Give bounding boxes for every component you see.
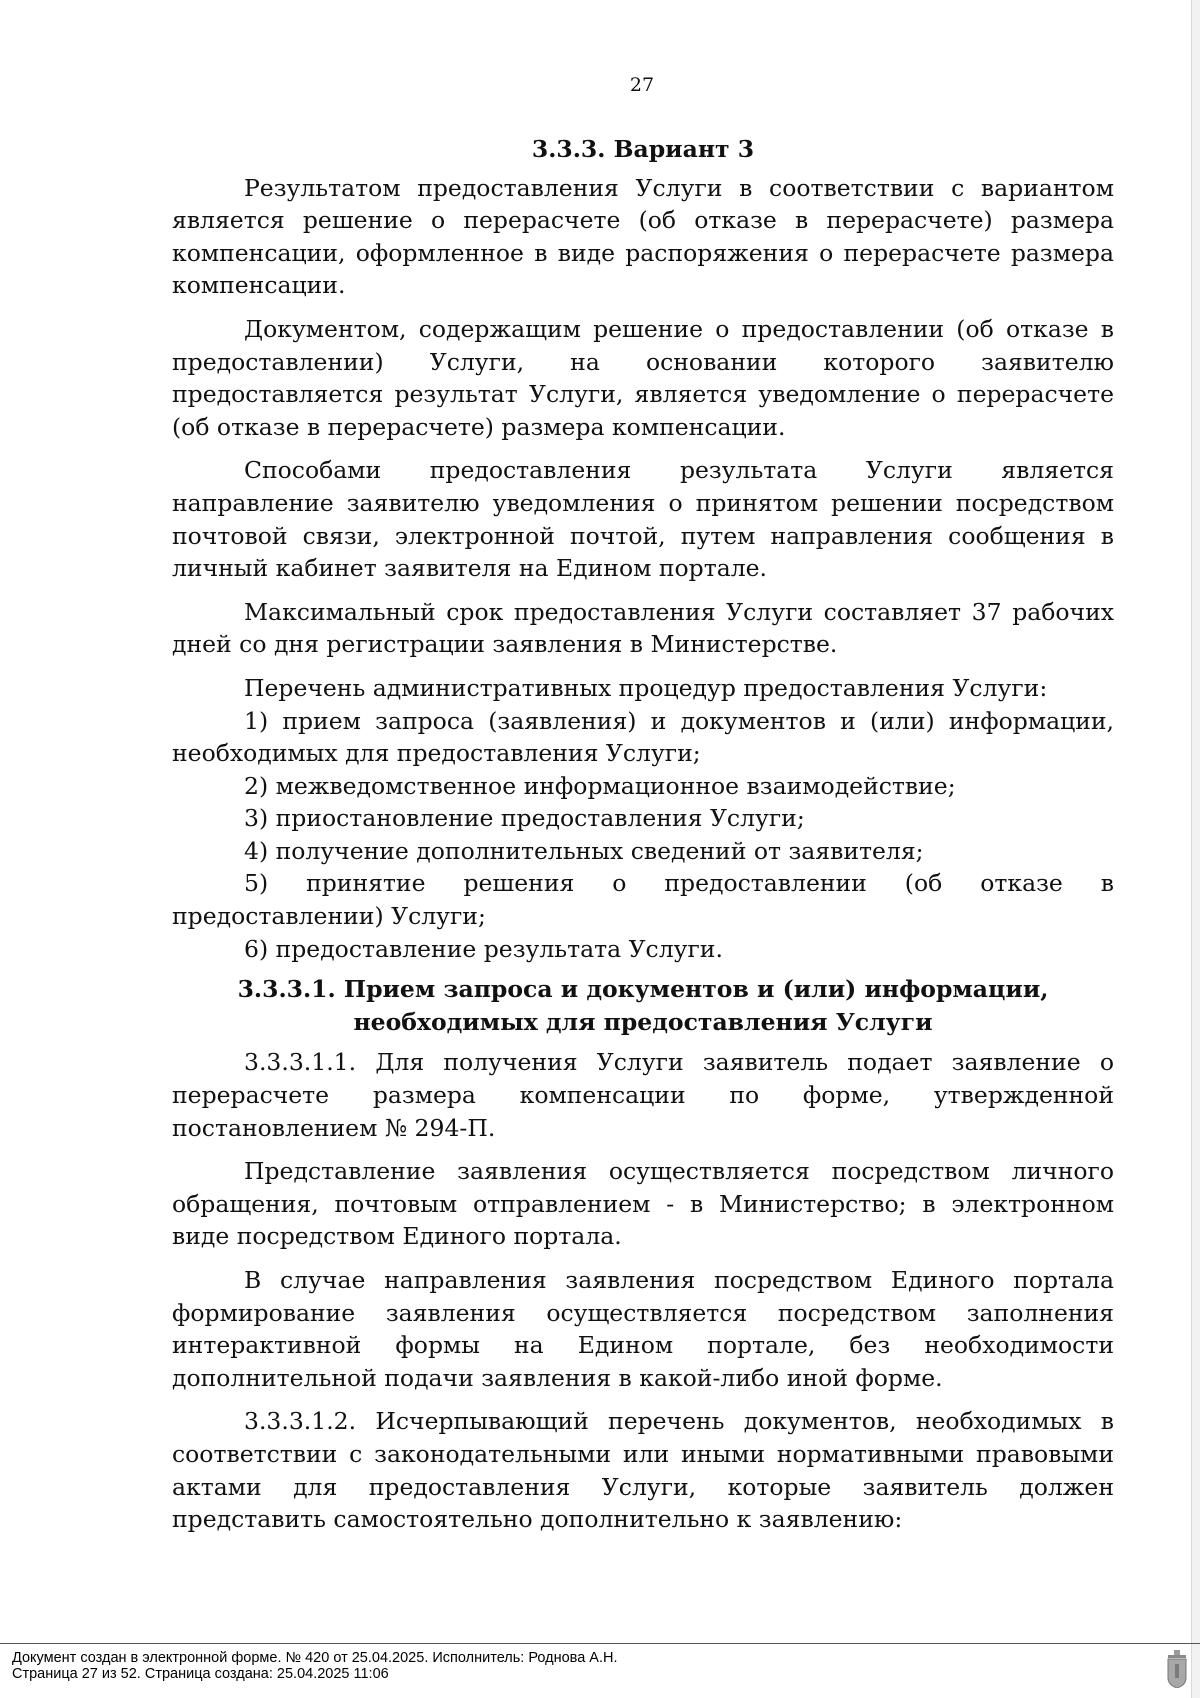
coat-of-arms-icon [1166,1650,1188,1688]
footer-line-page: Страница 27 из 52. Страница создана: 25.04.2025 11:06 [12,1666,389,1682]
paragraph-submission: Представление заявления осуществляется посредством личного обращения, почтовым отправлением - в Министерство; в электронном виде посредством Единого портала. [172,1157,1114,1251]
paragraph-documents-list: 3.3.3.1.2. Исчерпывающий перечень документов, необходимых в соответствии с законодательными или иными нормативными правовыми актами для предоставления Услуги, которые заявитель должен представить самостоятельно дополнительно к заявлению: [172,1407,1114,1534]
footer-line-document: Документ создан в электронной форме. № 420 от 25.04.2025. Исполнитель: Роднова А.Н. [12,1650,618,1666]
document-footer [0,1643,1200,1682]
paragraph-result: Результатом предоставления Услуги в соответствии с вариантом является решение о перерасчете (об отказе в перерасчете) размера компенсации, оформленное в виде распоряжения о перерасчете размера компенсации. [172,173,1114,300]
list-item: 3) приостановление предоставления Услуги; [244,804,805,833]
paragraph-deadline: Максимальный срок предоставления Услуги составляет 37 рабочих дней со дня регистрации заявления в Министерстве. [172,597,1114,659]
paragraph-portal: В случае направления заявления посредством Единого портала формирование заявления осуществляется посредством заполнения интерактивной формы на Едином портале, без необходимости дополнительной подачи заявления в какой-либо иной форме. [172,1266,1114,1392]
paragraph-methods: Способами предоставления результата Услуги является направление заявителю уведомления о принятом решении посредством почтовой связи, электронной почтой, путем направления сообщения в личный кабинет заявителя на Едином портале. [172,456,1114,583]
paragraph-application: 3.3.3.1.1. Для получения Услуги заявитель подает заявление о перерасчете размера компенсации по форме, утвержденной постановлением № 294-П. [172,1048,1114,1142]
page-number: 27 [629,74,655,96]
list-item: 1) прием запроса (заявления) и документов и (или) информации, необходимых для предоставления Услуги; [172,706,1114,768]
footer-text [12,1650,618,1682]
section-heading: 3.3.3. Вариант 3 [531,135,755,163]
list-item: 4) получение дополнительных сведений от заявителя; [244,836,924,865]
procedures-list [172,705,1114,966]
list-item: 5) принятие решения о предоставлении (об отказе в предоставлении) Услуги; [172,869,1114,931]
procedures-intro: Перечень административных процедур предоставления Услуги: [244,673,1048,702]
list-item: 2) межведомственное информационное взаимодействие; [244,771,956,800]
page-edge [1191,0,1200,1698]
document-body [172,133,1114,1547]
list-item: 6) предоставление результата Услуги. [244,934,723,963]
paragraph-document: Документом, содержащим решение о предоставлении (об отказе в предоставлении) Услуги, на основании которого заявителю предоставляется результат Услуги, является уведомление о перерасчете (об отказе в перерасчете) размера компенсации. [172,314,1114,441]
subsection-heading: 3.3.3.1. Прием запроса и документов и (или) информации, необходимых для предоставления Услуги [237,975,1049,1036]
